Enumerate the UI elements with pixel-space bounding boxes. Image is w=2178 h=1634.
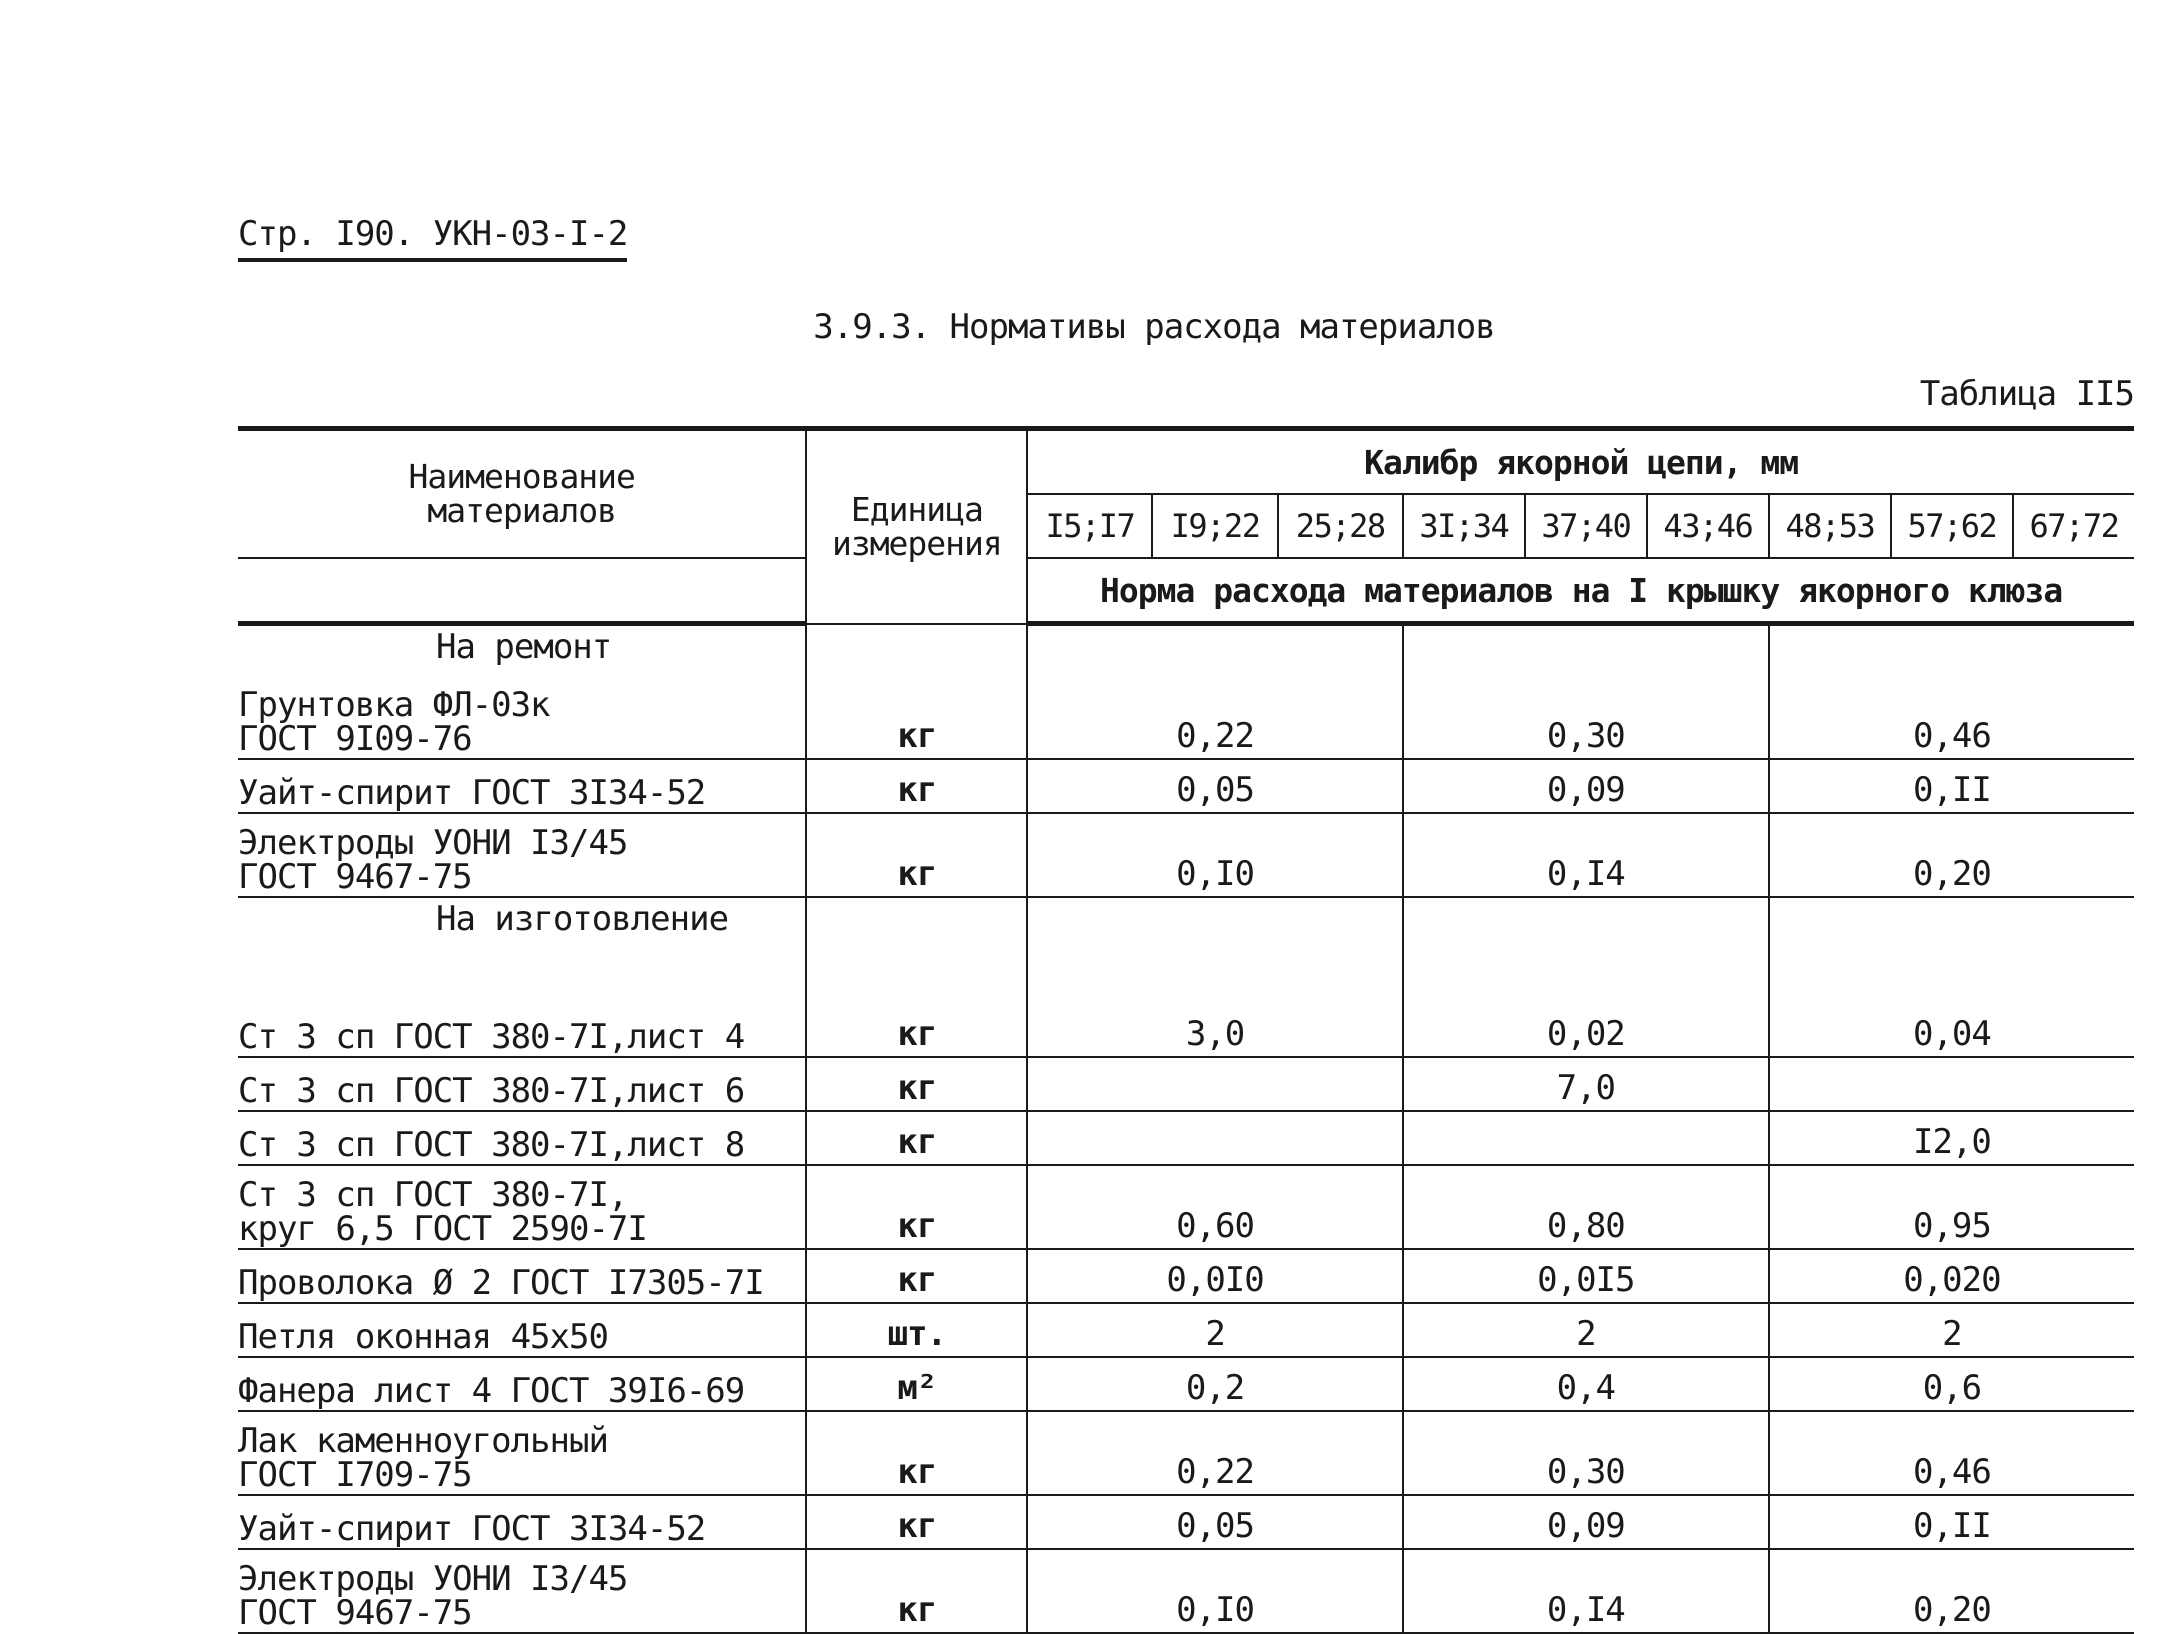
value-cell-v1: 2 [1027,1303,1402,1357]
material-name-cell [238,1165,806,1249]
section-row [238,624,2134,677]
material-name-cell [238,676,806,759]
unit-cell: м² [806,1357,1027,1411]
table-row [238,759,2134,813]
table-row [238,1165,2134,1249]
value-cell-v1 [1027,1111,1402,1165]
col-header-name-line: Наименование [408,457,635,496]
material-name-cell [238,1411,806,1495]
col-header-name-spacer [238,558,806,624]
unit-cell: кг [806,759,1027,813]
value-cell-v2: 0,I4 [1403,1549,1769,1633]
material-name-line: Петля оконная 45х50 [238,1317,608,1357]
table-row [238,813,2134,897]
section-value-cell [1769,897,2134,1004]
value-cell-v2: 0,30 [1403,1411,1769,1495]
size-header: 67;72 [2013,494,2134,558]
table-row [238,676,2134,759]
value-cell-v2: 0,I4 [1403,813,1769,897]
section-value-cell [1027,897,1402,1004]
material-name-cell [238,1111,806,1165]
table-row [238,1111,2134,1165]
value-cell-v1: 0,05 [1027,759,1402,813]
value-cell-v3: 2 [1769,1303,2134,1357]
value-cell-v2: 0,09 [1403,1495,1769,1549]
material-name-line: ГОСТ 9467-75 [238,1593,472,1633]
materials-table [238,426,2134,1634]
size-header: 48;53 [1769,494,1891,558]
section-title: 3.9.3. Нормативы расхода материалов [813,307,1495,347]
material-name-cell [238,1357,806,1411]
size-header: 3I;34 [1403,494,1525,558]
table-row [238,1004,2134,1057]
unit-cell: кг [806,1057,1027,1111]
size-header: 43;46 [1647,494,1769,558]
size-header: I9;22 [1152,494,1277,558]
material-name-line: Уайт-спирит ГОСТ 3I34-52 [238,1509,706,1549]
material-name-cell [238,1303,806,1357]
value-cell-v2: 2 [1403,1303,1769,1357]
unit-cell: кг [806,1411,1027,1495]
material-name-line: круг 6,5 ГОСТ 2590-7I [238,1209,647,1249]
section-title-cell: На ремонт [436,627,612,667]
table-number: Таблица II5 [1919,374,2134,414]
value-cell-v3: 0,46 [1769,1411,2134,1495]
col-header-unit-line: измерения [831,523,1002,563]
table-row [238,1303,2134,1357]
material-name-line: Уайт-спирит ГОСТ 3I34-52 [238,773,706,813]
material-name-line: Ст 3 сп ГОСТ 380-7I,лист 6 [238,1071,745,1111]
section-title-cell: На изготовление [436,899,729,939]
value-cell-v3: 0,46 [1769,676,2134,759]
material-name-line: ГОСТ 9I09-76 [238,719,472,759]
size-header: 57;62 [1891,494,2013,558]
col-header-unit [806,429,1027,624]
table-row [238,1057,2134,1111]
value-cell-v1: 0,22 [1027,1411,1402,1495]
size-header: 37;40 [1525,494,1647,558]
value-cell-v1: 0,0I0 [1027,1249,1402,1303]
material-name-line: Ст 3 сп ГОСТ 380-7I,лист 4 [238,1017,745,1057]
material-name-line: ГОСТ I709-75 [238,1455,472,1495]
col-header-norm: Норма расхода материалов на I крышку якорного клюза [1027,558,2134,624]
col-header-name-line: материалов [427,491,617,530]
material-name-line: ГОСТ 9467-75 [238,857,472,897]
section-value-cell [1403,624,1769,677]
value-cell-v2: 7,0 [1403,1057,1769,1111]
value-cell-v3: 0,20 [1769,813,2134,897]
unit-cell: кг [806,1495,1027,1549]
value-cell-v3 [1769,1057,2134,1111]
section-value-cell [1027,624,1402,677]
unit-cell: кг [806,676,1027,759]
value-cell-v3: 0,95 [1769,1165,2134,1249]
col-header-unit-line: Единица [850,489,983,529]
unit-cell: кг [806,1004,1027,1057]
value-cell-v3: 0,6 [1769,1357,2134,1411]
table-row [238,1411,2134,1495]
section-value-cell [1769,624,2134,677]
material-name-cell [238,1249,806,1303]
value-cell-v2: 0,0I5 [1403,1249,1769,1303]
value-cell-v1: 0,2 [1027,1357,1402,1411]
value-cell-v1: 0,I0 [1027,813,1402,897]
value-cell-v3: 0,20 [1769,1549,2134,1633]
value-cell-v3: I2,0 [1769,1111,2134,1165]
section-unit-cell [806,624,1027,677]
value-cell-v2: 0,09 [1403,759,1769,813]
table-row [238,1495,2134,1549]
unit-cell: кг [806,1165,1027,1249]
material-name-line: Фанера лист 4 ГОСТ 39I6-69 [238,1371,745,1411]
value-cell-v3: 0,04 [1769,1004,2134,1057]
value-cell-v1: 0,22 [1027,676,1402,759]
page-header: Стр. I90. УКН-03-I-2 [238,214,627,262]
material-name-line: Электроды УОНИ I3/45 [238,823,628,863]
table-row [238,1549,2134,1633]
section-row [238,897,2134,1004]
material-name-cell [238,813,806,897]
material-name-line: Проволока Ø 2 ГОСТ I7305-7I [238,1263,764,1303]
table-body [238,624,2134,1634]
value-cell-v1: 0,60 [1027,1165,1402,1249]
section-value-cell [1403,897,1769,1004]
unit-cell: кг [806,1549,1027,1633]
material-name-cell [238,1057,806,1111]
size-header: 25;28 [1278,494,1403,558]
material-name-line: Лак каменноугольный [238,1421,608,1461]
material-name-line: Грунтовка ФЛ-03к [238,685,550,725]
value-cell-v1: 0,05 [1027,1495,1402,1549]
value-cell-v1: 0,I0 [1027,1549,1402,1633]
value-cell-v2: 0,02 [1403,1004,1769,1057]
col-header-name [238,429,806,559]
table-row [238,1357,2134,1411]
unit-cell: кг [806,1249,1027,1303]
col-header-caliber: Калибр якорной цепи, мм [1027,429,2134,495]
unit-cell: кг [806,1111,1027,1165]
value-cell-v2: 0,80 [1403,1165,1769,1249]
table-row [238,1249,2134,1303]
value-cell-v2 [1403,1111,1769,1165]
material-name-cell [238,1004,806,1057]
section-unit-cell [806,897,1027,1004]
unit-cell: шт. [806,1303,1027,1357]
value-cell-v3: 0,020 [1769,1249,2134,1303]
value-cell-v3: 0,II [1769,759,2134,813]
size-header: I5;I7 [1027,494,1152,558]
material-name-line: Ст 3 сп ГОСТ 380-7I,лист 8 [238,1125,745,1165]
value-cell-v1: 3,0 [1027,1004,1402,1057]
material-name-line: Ст 3 сп ГОСТ 380-7I, [238,1175,628,1215]
value-cell-v2: 0,30 [1403,676,1769,759]
value-cell-v2: 0,4 [1403,1357,1769,1411]
material-name-line: Электроды УОНИ I3/45 [238,1559,628,1599]
unit-cell: кг [806,813,1027,897]
material-name-cell [238,759,806,813]
value-cell-v1 [1027,1057,1402,1111]
material-name-cell [238,1495,806,1549]
material-name-cell [238,1549,806,1633]
value-cell-v3: 0,II [1769,1495,2134,1549]
